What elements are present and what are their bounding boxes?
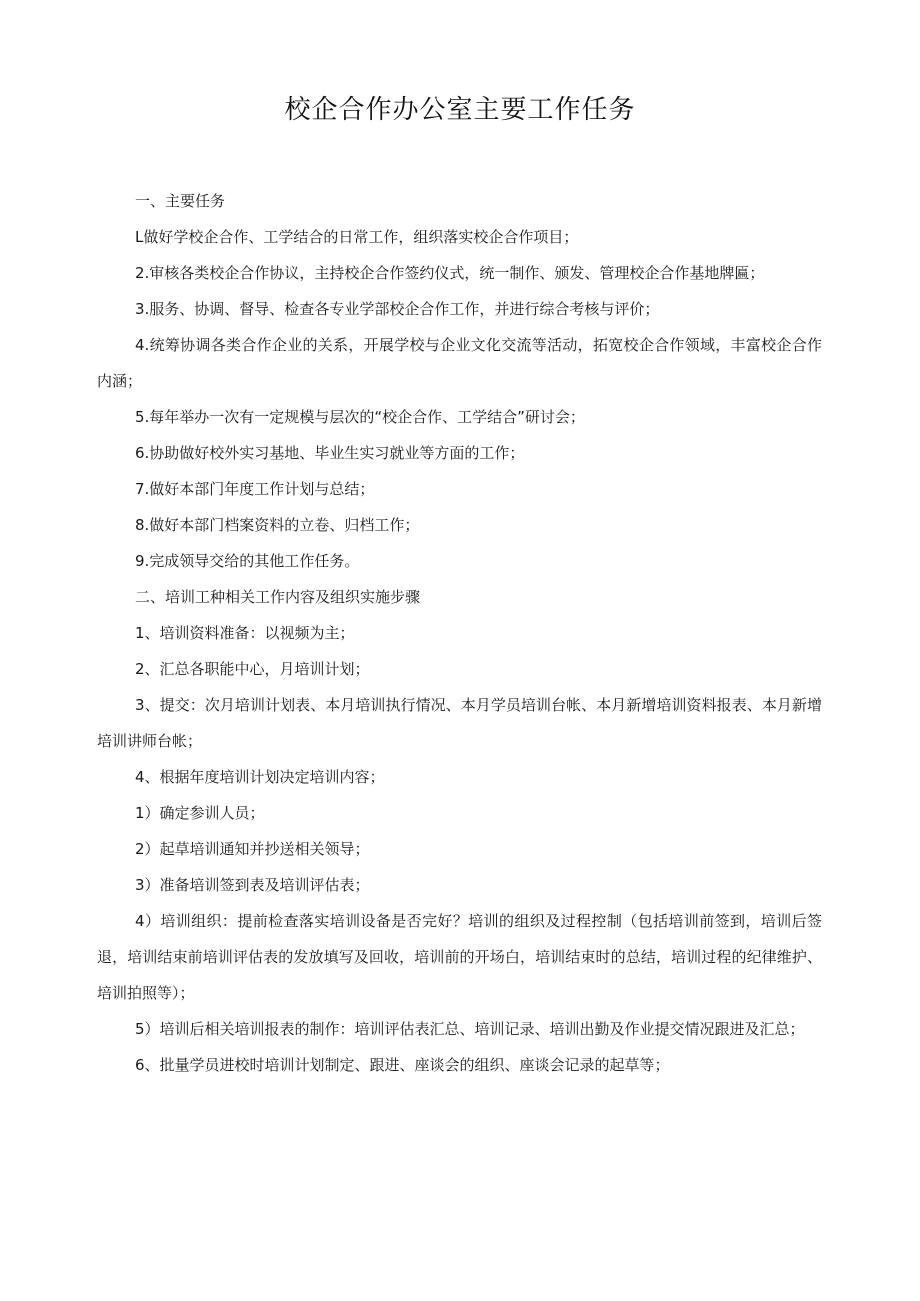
paragraph: 3）准备培训签到表及培训评估表；: [135, 876, 370, 894]
paragraph: 5）培训后相关培训报表的制作：培训评估表汇总、培训记录、培训出勤及作业提交情况跟进及汇总；: [135, 1020, 805, 1038]
paragraph: 2）起草培训通知并抄送相关领导；: [135, 840, 370, 858]
section-heading: 一、主要任务: [135, 192, 226, 210]
paragraph: 6、批量学员进校时培训计划制定、跟进、座谈会的组织、座谈会记录的起草等；: [135, 1056, 670, 1074]
document-title: 校企合作办公室主要工作任务: [284, 95, 636, 125]
paragraph: 4、根据年度培训计划决定培训内容；: [135, 768, 385, 786]
paragraph: 9.完成领导交给的其他工作任务。: [135, 552, 360, 570]
paragraph: 5.每年举办一次有一定规模与层次的“校企合作、工学结合”研讨会；: [135, 408, 585, 426]
paragraph: 6.协助做好校外实习基地、毕业生实习就业等方面的工作；: [135, 444, 525, 462]
paragraph: 4.统筹协调各类合作企业的关系，开展学校与企业文化交流等活动，拓宽校企合作领域，丰富校企合作内涵；: [97, 336, 822, 390]
paragraph: 2、汇总各职能中心，月培训计划；: [135, 660, 370, 678]
paragraph: 4）培训组织：提前检查落实培训设备是否完好？培训的组织及过程控制（包括培训前签到，培训后签退，培训结束前培训评估表的发放填写及回收，培训前的开场白，培训结束时的总结，培训过程的纪律维护、培训拍照等）；: [97, 912, 822, 1002]
paragraph: 3.服务、协调、督导、检查各专业学部校企合作工作，并进行综合考核与评价；: [135, 300, 660, 318]
paragraph: 2.审核各类校企合作协议，主持校企合作签约仪式，统一制作、颁发、管理校企合作基地牌匾；: [135, 264, 765, 282]
paragraph: 8.做好本部门档案资料的立卷、归档工作；: [135, 516, 420, 534]
document-body: [97, 183, 822, 1083]
paragraph: 1）确定参训人员；: [135, 804, 265, 822]
section-heading: 二、培训工种相关工作内容及组织实施步骤: [135, 588, 421, 606]
paragraph: L做好学校企合作、工学结合的日常工作，组织落实校企合作项目；: [135, 228, 579, 246]
paragraph: 7.做好本部门年度工作计划与总结；: [135, 480, 375, 498]
paragraph: 1、培训资料准备：以视频为主；: [135, 624, 355, 642]
paragraph: 3、提交：次月培训计划表、本月培训执行情况、本月学员培训台帐、本月新增培训资料报表、本月新增培训讲师台帐；: [97, 696, 822, 750]
